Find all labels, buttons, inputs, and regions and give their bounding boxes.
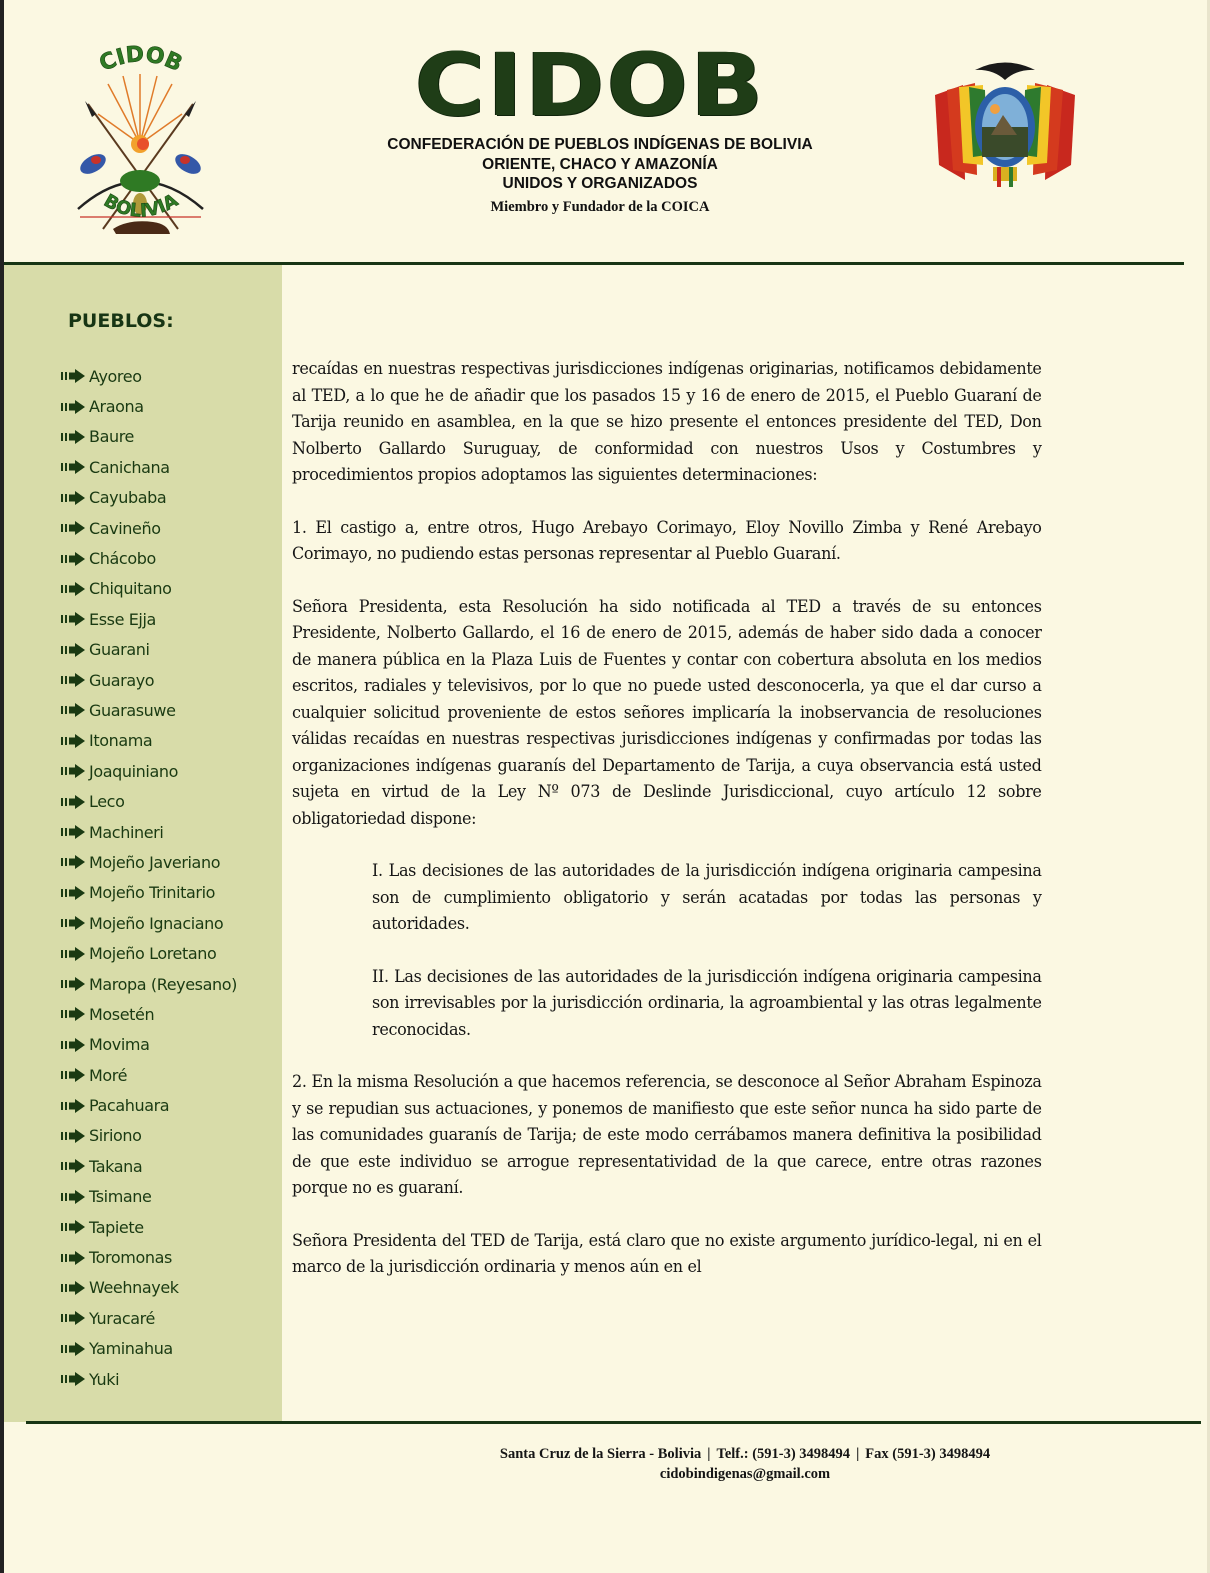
quoted-article-clause: II. Las decisiones de las autoridades de la jurisdicción indígena originaria campesina son irrevisables por la jurisdicción ordinaria, la agroambiental y las otras legalmente reconocidas. [372,966,1042,1040]
arrow-right-icon [61,673,87,687]
pueblo-name: Baure [89,427,134,447]
body-paragraph: 1. El castigo a, entre otros, Hugo Arebayo Corimayo, Eloy Novillo Zimba y René Arebayo Corimayo, no pudiendo estas personas representar al Pueblo Guaraní. [292,517,1042,564]
pueblo-name: Araona [89,397,144,417]
bolivia-coat-of-arms-icon [925,45,1085,195]
brand-title: CIDOB [414,34,766,136]
letter-body [292,356,1042,1281]
arrow-right-icon [61,460,87,474]
footer-location: Santa Cruz de la Sierra - Bolivia [499,1446,702,1462]
pueblo-name: Guarani [89,640,150,660]
pueblo-name: Tsimane [89,1187,152,1207]
pueblo-name: Toromonas [89,1248,172,1268]
arrow-right-icon [61,1099,87,1113]
arrow-right-icon [61,491,87,505]
svg-text:CIDOB [96,44,186,77]
pueblo-name: Chácobo [89,549,156,569]
arrow-right-icon [61,1372,87,1386]
pueblo-list-item [61,726,237,756]
footer-separator: | [707,1446,711,1462]
pueblo-list-item [61,786,237,816]
pueblo-name: Machineri [89,822,164,842]
pueblo-list-item [61,665,237,695]
footer-fax: Fax (591-3) 3498494 [865,1446,991,1462]
pueblo-name: Takana [89,1156,143,1176]
pueblo-name: Chiquitano [89,579,172,599]
pueblo-name: Cayubaba [89,488,167,508]
pueblos-sidebar [4,265,282,1422]
cidob-emblem-icon [68,44,213,234]
arrow-right-icon [61,369,87,383]
footer-phone: Telf.: (591-3) 3498494 [716,1446,851,1462]
footer-divider [26,1421,1201,1424]
pueblo-name: Yuki [89,1369,120,1389]
arrow-right-icon [61,552,87,566]
pueblo-list-item [61,1151,237,1181]
arrow-right-icon [61,1159,87,1173]
footer-separator: | [856,1446,860,1462]
org-line-2: ORIENTE, CHACO Y AMAZONÍA [482,155,718,173]
pueblo-list-item [61,1303,237,1333]
arrow-right-icon [61,855,87,869]
pueblo-name: Joaquiniano [89,761,178,781]
pueblo-name: Yaminahua [89,1339,173,1359]
arrow-right-icon [61,612,87,626]
coica-membership: Miembro y Fundador de la COICA [490,198,710,215]
footer-email[interactable]: cidobindigenas@gmail.com [659,1466,831,1482]
pueblo-list-item [61,1121,237,1151]
pueblo-list-item [61,1090,237,1120]
org-line-1: CONFEDERACIÓN DE PUEBLOS INDÍGENAS DE BOLIVIA [387,136,813,153]
pueblo-list-item [61,938,237,968]
emblem-bottom-text: BOLIVIA [100,190,182,222]
arrow-right-icon [61,1068,87,1082]
arrow-right-icon [61,764,87,778]
pueblo-list-item [61,422,237,452]
pueblo-list-item [61,543,237,573]
body-paragraph: recaídas en nuestras respectivas jurisdicciones indígenas originarias, notificamos debidamente al TED, a lo que he de añadir que los pasados 15 y 16 de enero de 2015, el Pueblo Guaraní de Tarija reunido en asamblea, en la que se hizo presente el entonces presidente del TED, Don Nolberto Gallardo Suruguay, de conformidad con nuestros Usos y Costumbres y procedimientos propios adoptamos las siguientes determinaciones: [292,359,1042,485]
pueblo-list-item [61,513,237,543]
pueblo-name: Guarayo [89,670,155,690]
body-paragraph: Señora Presidenta del TED de Tarija, está claro que no existe argumento jurídico-legal, ni en el marco de la jurisdicción ordinaria y menos aún en el [292,1230,1042,1277]
pueblo-list-item [61,574,237,604]
pueblo-name: Esse Ejja [89,609,156,629]
pueblo-list-item [61,1060,237,1090]
pueblo-name: Tapiete [89,1217,144,1237]
org-line-3: UNIDOS Y ORGANIZADOS [502,175,698,192]
pueblo-name: Movima [89,1035,150,1055]
pueblo-list-item [61,1212,237,1242]
arrow-right-icon [61,734,87,748]
pueblo-name: Cavineño [89,518,161,538]
arrow-right-icon [61,1220,87,1234]
pueblo-list-item [61,817,237,847]
pueblo-list-item [61,999,237,1029]
pueblo-list-item [61,1364,237,1394]
arrow-right-icon [61,703,87,717]
arrow-right-icon [61,1311,87,1325]
pueblo-list-item [61,969,237,999]
arrow-right-icon [61,1190,87,1204]
arrow-right-icon [61,1038,87,1052]
arrow-right-icon [61,886,87,900]
arrow-right-icon [61,430,87,444]
pueblo-name: Yuracaré [89,1308,155,1328]
arrow-right-icon [61,400,87,414]
body-paragraph: 2. En la misma Resolución a que hacemos referencia, se desconoce al Señor Abraham Espinoza y se repudian sus actuaciones, y ponemos de manifiesto que este señor nunca ha sido parte de las comunidades guaranís de Tarija; de este modo cerrábamos manera definitiva la posibilidad de que este individuo se arrogue representatividad de la que carece, entre otras razones porque no es guaraní. [292,1072,1042,1198]
pueblo-list-item [61,635,237,665]
arrow-right-icon [61,1251,87,1265]
pueblo-name: Maropa (Reyesano) [89,974,237,994]
quoted-article-clause: I. Las decisiones de las autoridades de la jurisdicción indígena originaria campesina son de cumplimiento obligatorio y serán acatadas por todas las personas y autoridades. [372,861,1042,934]
pueblo-list-item [61,391,237,421]
pueblo-name: Guarasuwe [89,700,176,720]
pueblo-list-item [61,361,237,391]
pueblo-list-item [61,1182,237,1212]
arrow-right-icon [61,977,87,991]
pueblo-name: Siriono [89,1126,142,1146]
pueblo-list-item [61,1242,237,1272]
arrow-right-icon [61,1281,87,1295]
pueblo-name: Leco [89,792,125,812]
pueblo-name: Weehnayek [89,1278,179,1298]
arrow-right-icon [61,521,87,535]
arrow-right-icon [61,1129,87,1143]
pueblo-list-item [61,847,237,877]
pueblo-name: Mojeño Loretano [89,944,217,964]
pueblo-list-item [61,1334,237,1364]
pueblo-name: Itonama [89,731,153,751]
arrow-right-icon [61,947,87,961]
pueblo-list-item [61,1273,237,1303]
footer-contact-line [420,1444,1070,1464]
arrow-right-icon [61,916,87,930]
body-paragraph: Señora Presidenta, esta Resolución ha sido notificada al TED a través de su entonces Presidente, Nolberto Gallardo, el 16 de enero de 2015, además de haber sido dada a conocer de manera pública en la Plaza Luis de Fuentes y contar con cobertura absoluta en los medios escritos, radiales y televisivos, por lo que no puede usted desconocerla, ya que el dar curso a cualquier solicitud proveniente de estos señores implicaría la inobservancia de resoluciones válidas recaídas en nuestras respectivas jurisdicciones indígenas y confirmadas por todas las organizaciones indígenas guaranís del Departamento de Tarija, a cuya observancia está usted sujeta en virtud de la Ley Nº 073 de Deslinde Jurisdiccional, cuyo artículo 12 sobre obligatoriedad dispone: [292,596,1042,829]
pueblo-list-item [61,604,237,634]
pueblo-name: Ayoreo [89,366,142,386]
pueblo-name: Mojeño Javeriano [89,852,221,872]
pueblos-list [61,361,237,1394]
pueblo-name: Canichana [89,457,170,477]
letterhead [0,0,1210,262]
arrow-right-icon [61,795,87,809]
pueblo-list-item [61,483,237,513]
pueblo-list-item [61,908,237,938]
pueblo-name: Pacahuara [89,1096,170,1116]
pueblo-list-item [61,756,237,786]
arrow-right-icon [61,582,87,596]
pueblo-name: Mojeño Ignaciano [89,913,224,933]
arrow-right-icon [61,825,87,839]
emblem-top-text: CIDOB [95,44,186,78]
pueblo-list-item [61,695,237,725]
footer [420,1444,1070,1484]
pueblo-name: Mojeño Trinitario [89,883,216,903]
arrow-right-icon [61,643,87,657]
pueblo-name: Moré [89,1065,128,1085]
pueblo-list-item [61,878,237,908]
sidebar-title: PUEBLOS: [68,310,174,332]
pueblo-list-item [61,452,237,482]
pueblo-name: Mosetén [89,1004,155,1024]
arrow-right-icon [61,1007,87,1021]
pueblo-list-item [61,1030,237,1060]
organization-name [330,135,870,218]
arrow-right-icon [61,1342,87,1356]
